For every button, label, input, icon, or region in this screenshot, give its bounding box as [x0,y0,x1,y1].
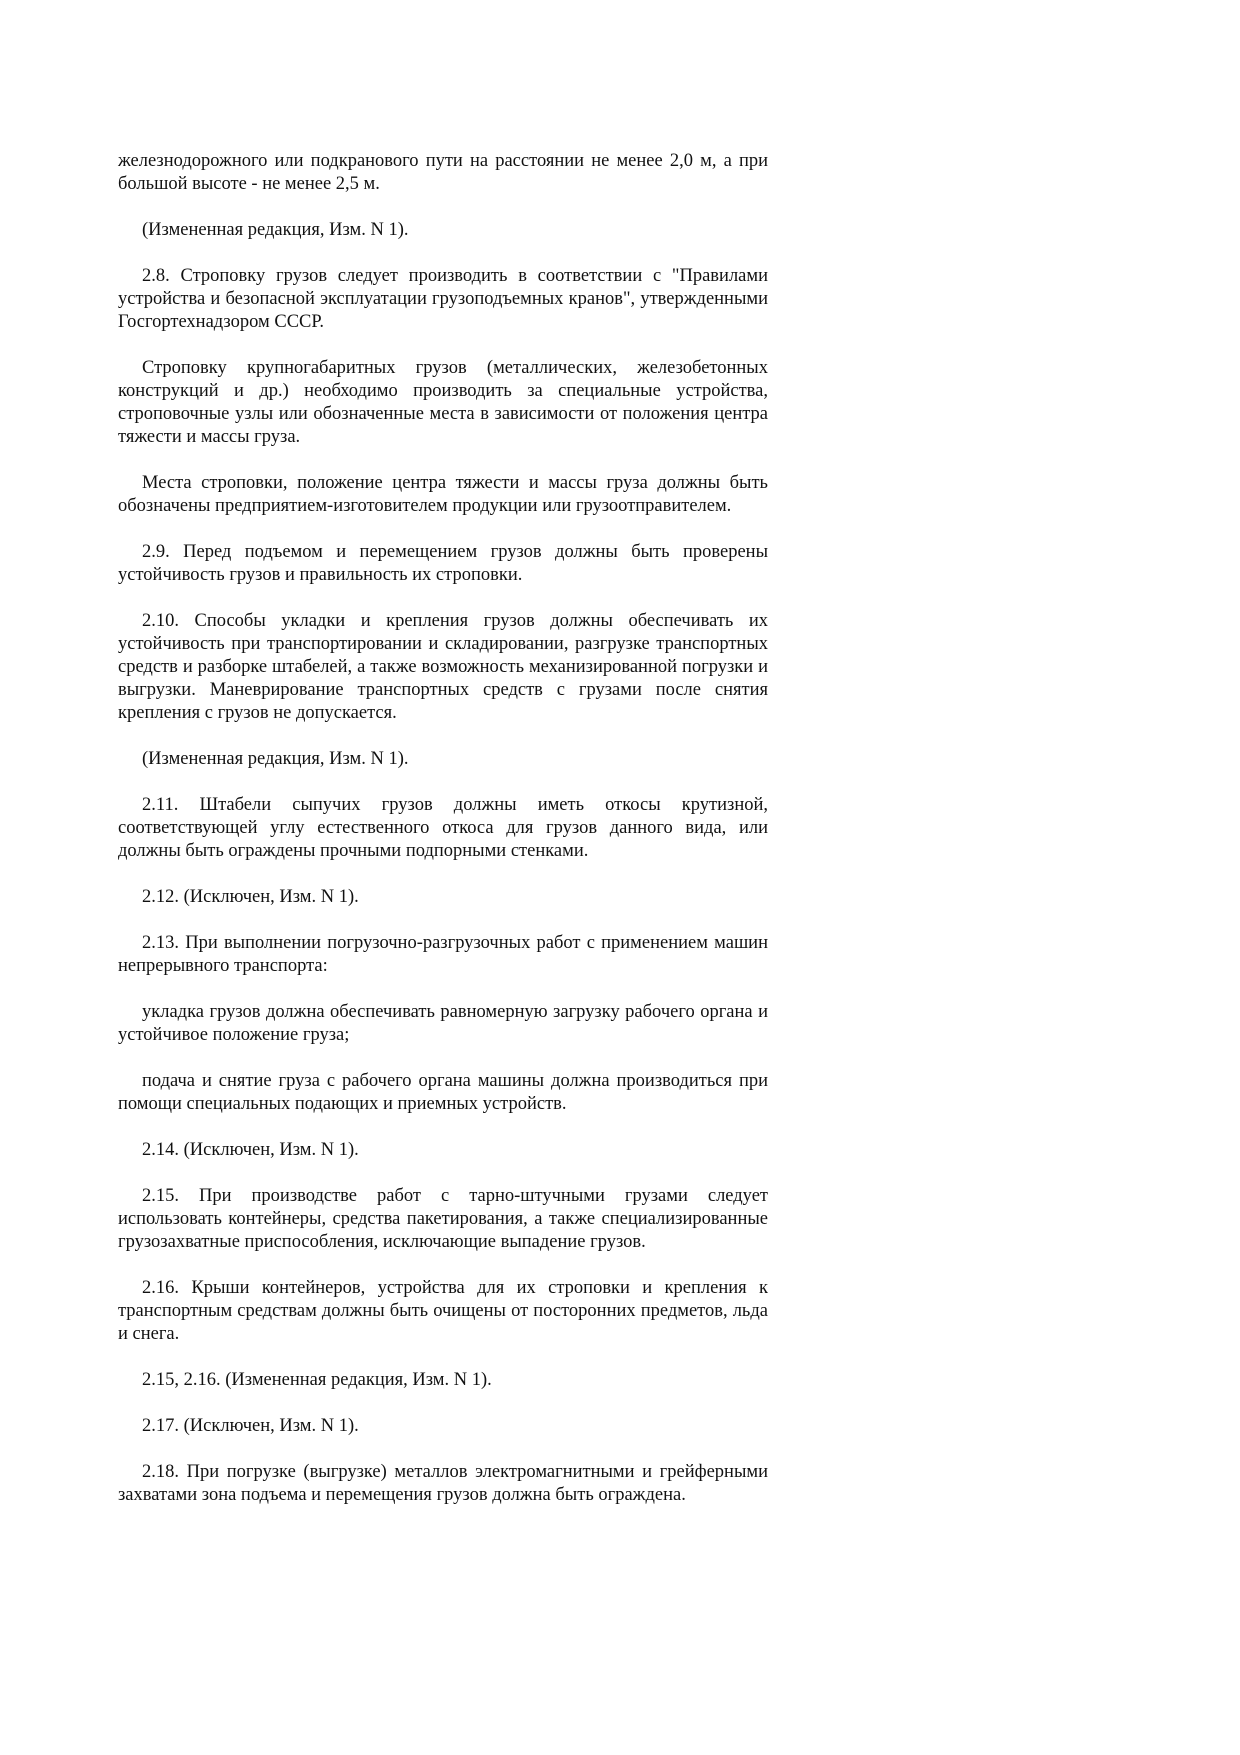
paragraph-2-12: 2.12. (Исключен, Изм. N 1). [142,887,359,907]
paragraph-2-14: 2.14. (Исключен, Изм. N 1). [142,1140,359,1160]
paragraph-2-16: 2.16. Крыши контейнеров, устройства для их строповки и крепления к транспортным средствам должны быть очищены от посторонних предметов, льда и снега. [118,1278,768,1344]
paragraph-slinging-marks: Места строповки, положение центра тяжести и массы груза должны быть обозначены предприятием-изготовителем продукции или грузоотправителем. [118,473,768,516]
paragraph-2-18: 2.18. При погрузке (выгрузке) металлов электромагнитными и грейферными захватами зона подъема и перемещения грузов должна быть ограждена. [118,1462,768,1505]
paragraph-amendment-note: 2.15, 2.16. (Измененная редакция, Изм. N 1). [142,1370,492,1390]
paragraph-2-11: 2.11. Штабели сыпучих грузов должны иметь откосы крутизной, соответствующей углу естественного откоса для грузов данного вида, или должны быть ограждены прочными подпорными стенками. [118,795,768,861]
paragraph-2-9: 2.9. Перед подъемом и перемещением грузов должны быть проверены устойчивость грузов и правильность их строповки. [118,542,768,585]
document-page [118,150,768,1530]
paragraph-2-13-item-feeding: подача и снятие груза с рабочего органа машины должна производиться при помощи специальных подающих и приемных устройств. [118,1071,768,1114]
paragraph-2-8: 2.8. Строповку грузов следует производить в соответствии с "Правилами устройства и безопасной эксплуатации грузоподъемных кранов", утвержденными Госгортехнадзором СССР. [118,266,768,332]
paragraph-2-13: 2.13. При выполнении погрузочно-разгрузочных работ с применением машин непрерывного транспорта: [118,933,768,976]
paragraph-continuation: железнодорожного или подкранового пути на расстоянии не менее 2,0 м, а при большой высоте - не менее 2,5 м. [118,151,768,194]
paragraph-large-cargo-slinging: Строповку крупногабаритных грузов (металлических, железобетонных конструкций и др.) необходимо производить за специальные устройства, строповочные узлы или обозначенные места в зависимости от положения центра тяжести и массы груза. [118,358,768,447]
paragraph-2-17: 2.17. (Исключен, Изм. N 1). [142,1416,359,1436]
paragraph-amendment-note: (Измененная редакция, Изм. N 1). [142,220,409,240]
paragraph-2-13-item-loading: укладка грузов должна обеспечивать равномерную загрузку рабочего органа и устойчивое положение груза; [118,1002,768,1045]
paragraph-2-10: 2.10. Способы укладки и крепления грузов должны обеспечивать их устойчивость при транспортировании и складировании, разгрузке транспортных средств и разборке штабелей, а также возможность механизированной погрузки и выгрузки. Маневрирование транспортных средств с грузами после снятия крепления с грузов не допускается. [118,611,768,723]
paragraph-2-15: 2.15. При производстве работ с тарно-штучными грузами следует использовать контейнеры, средства пакетирования, а также специализированные грузозахватные приспособления, исключающие выпадение грузов. [118,1186,768,1252]
paragraph-amendment-note: (Измененная редакция, Изм. N 1). [142,749,409,769]
